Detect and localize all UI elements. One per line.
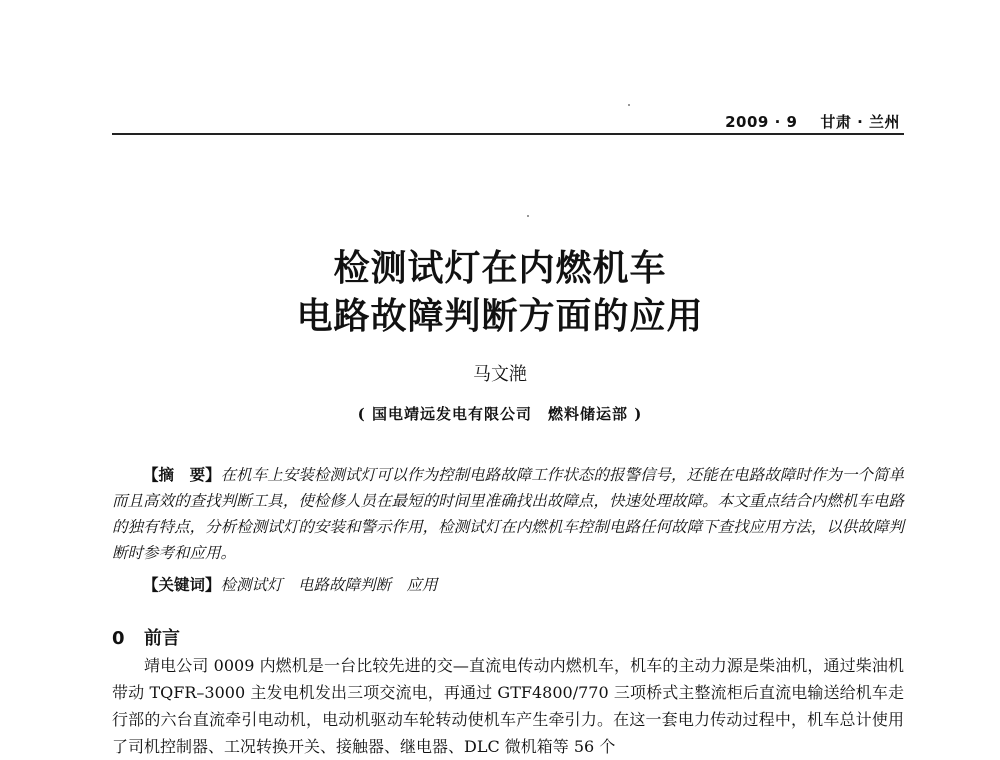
running-header [725,111,900,132]
section-heading [112,624,180,650]
author-affiliation: ( 国电靖远发电有限公司 燃料储运部 ) [357,405,643,423]
scan-speck [628,104,630,106]
abstract-text: 在机车上安装检测试灯可以作为控制电路故障工作状态的报警信号，还能在电路故障时作为一个简单而且高效的查找判断工具，使检修人员在最短的时间里准确找出故障点，快速处理故障。本文重点结合内燃机车电路的独有特点，分析检测试灯的安装和警示作用，检测试灯在内燃机车控制电路任何故障下查找应用方法，以供故障判断时参考和应用。 [112,466,904,562]
author-name: 马文滟 [473,364,527,385]
section-title: 前言 [144,628,180,649]
issue-date: 2009 · 9 [725,113,798,131]
title-line-1: 检测试灯在内燃机车 [333,247,667,289]
abstract [112,462,904,566]
body-paragraph: 靖电公司 0009 内燃机是一台比较先进的交—直流电传动内燃机车，机车的主动力源是柴油机，通过柴油机带动 TQFR–3000 主发电机发出三项交流电，再通过 GTF4800/770 三项桥式主整流柜后直流电输送给机车走行部的六台直流牵引电动机，电动机驱动车轮转动使机车产生牵引力。在这一套电力传动过程中，机车总计使用了司机控制器、工况转换开关、接触器、继电器、DLC 微机箱等 56 个 [112,656,904,756]
abstract-label: 【摘 要】 [143,466,221,484]
keywords-label: 【关键词】 [143,576,221,594]
keywords-text: 检测试灯 电路故障判断 应用 [220,576,438,594]
title-line-2: 电路故障判断方面的应用 [296,295,704,337]
section-number: 0 [112,628,125,649]
location: 甘肃 · 兰州 [820,113,900,131]
header-rule [112,133,904,135]
keywords [143,573,438,595]
scan-speck [527,215,529,217]
